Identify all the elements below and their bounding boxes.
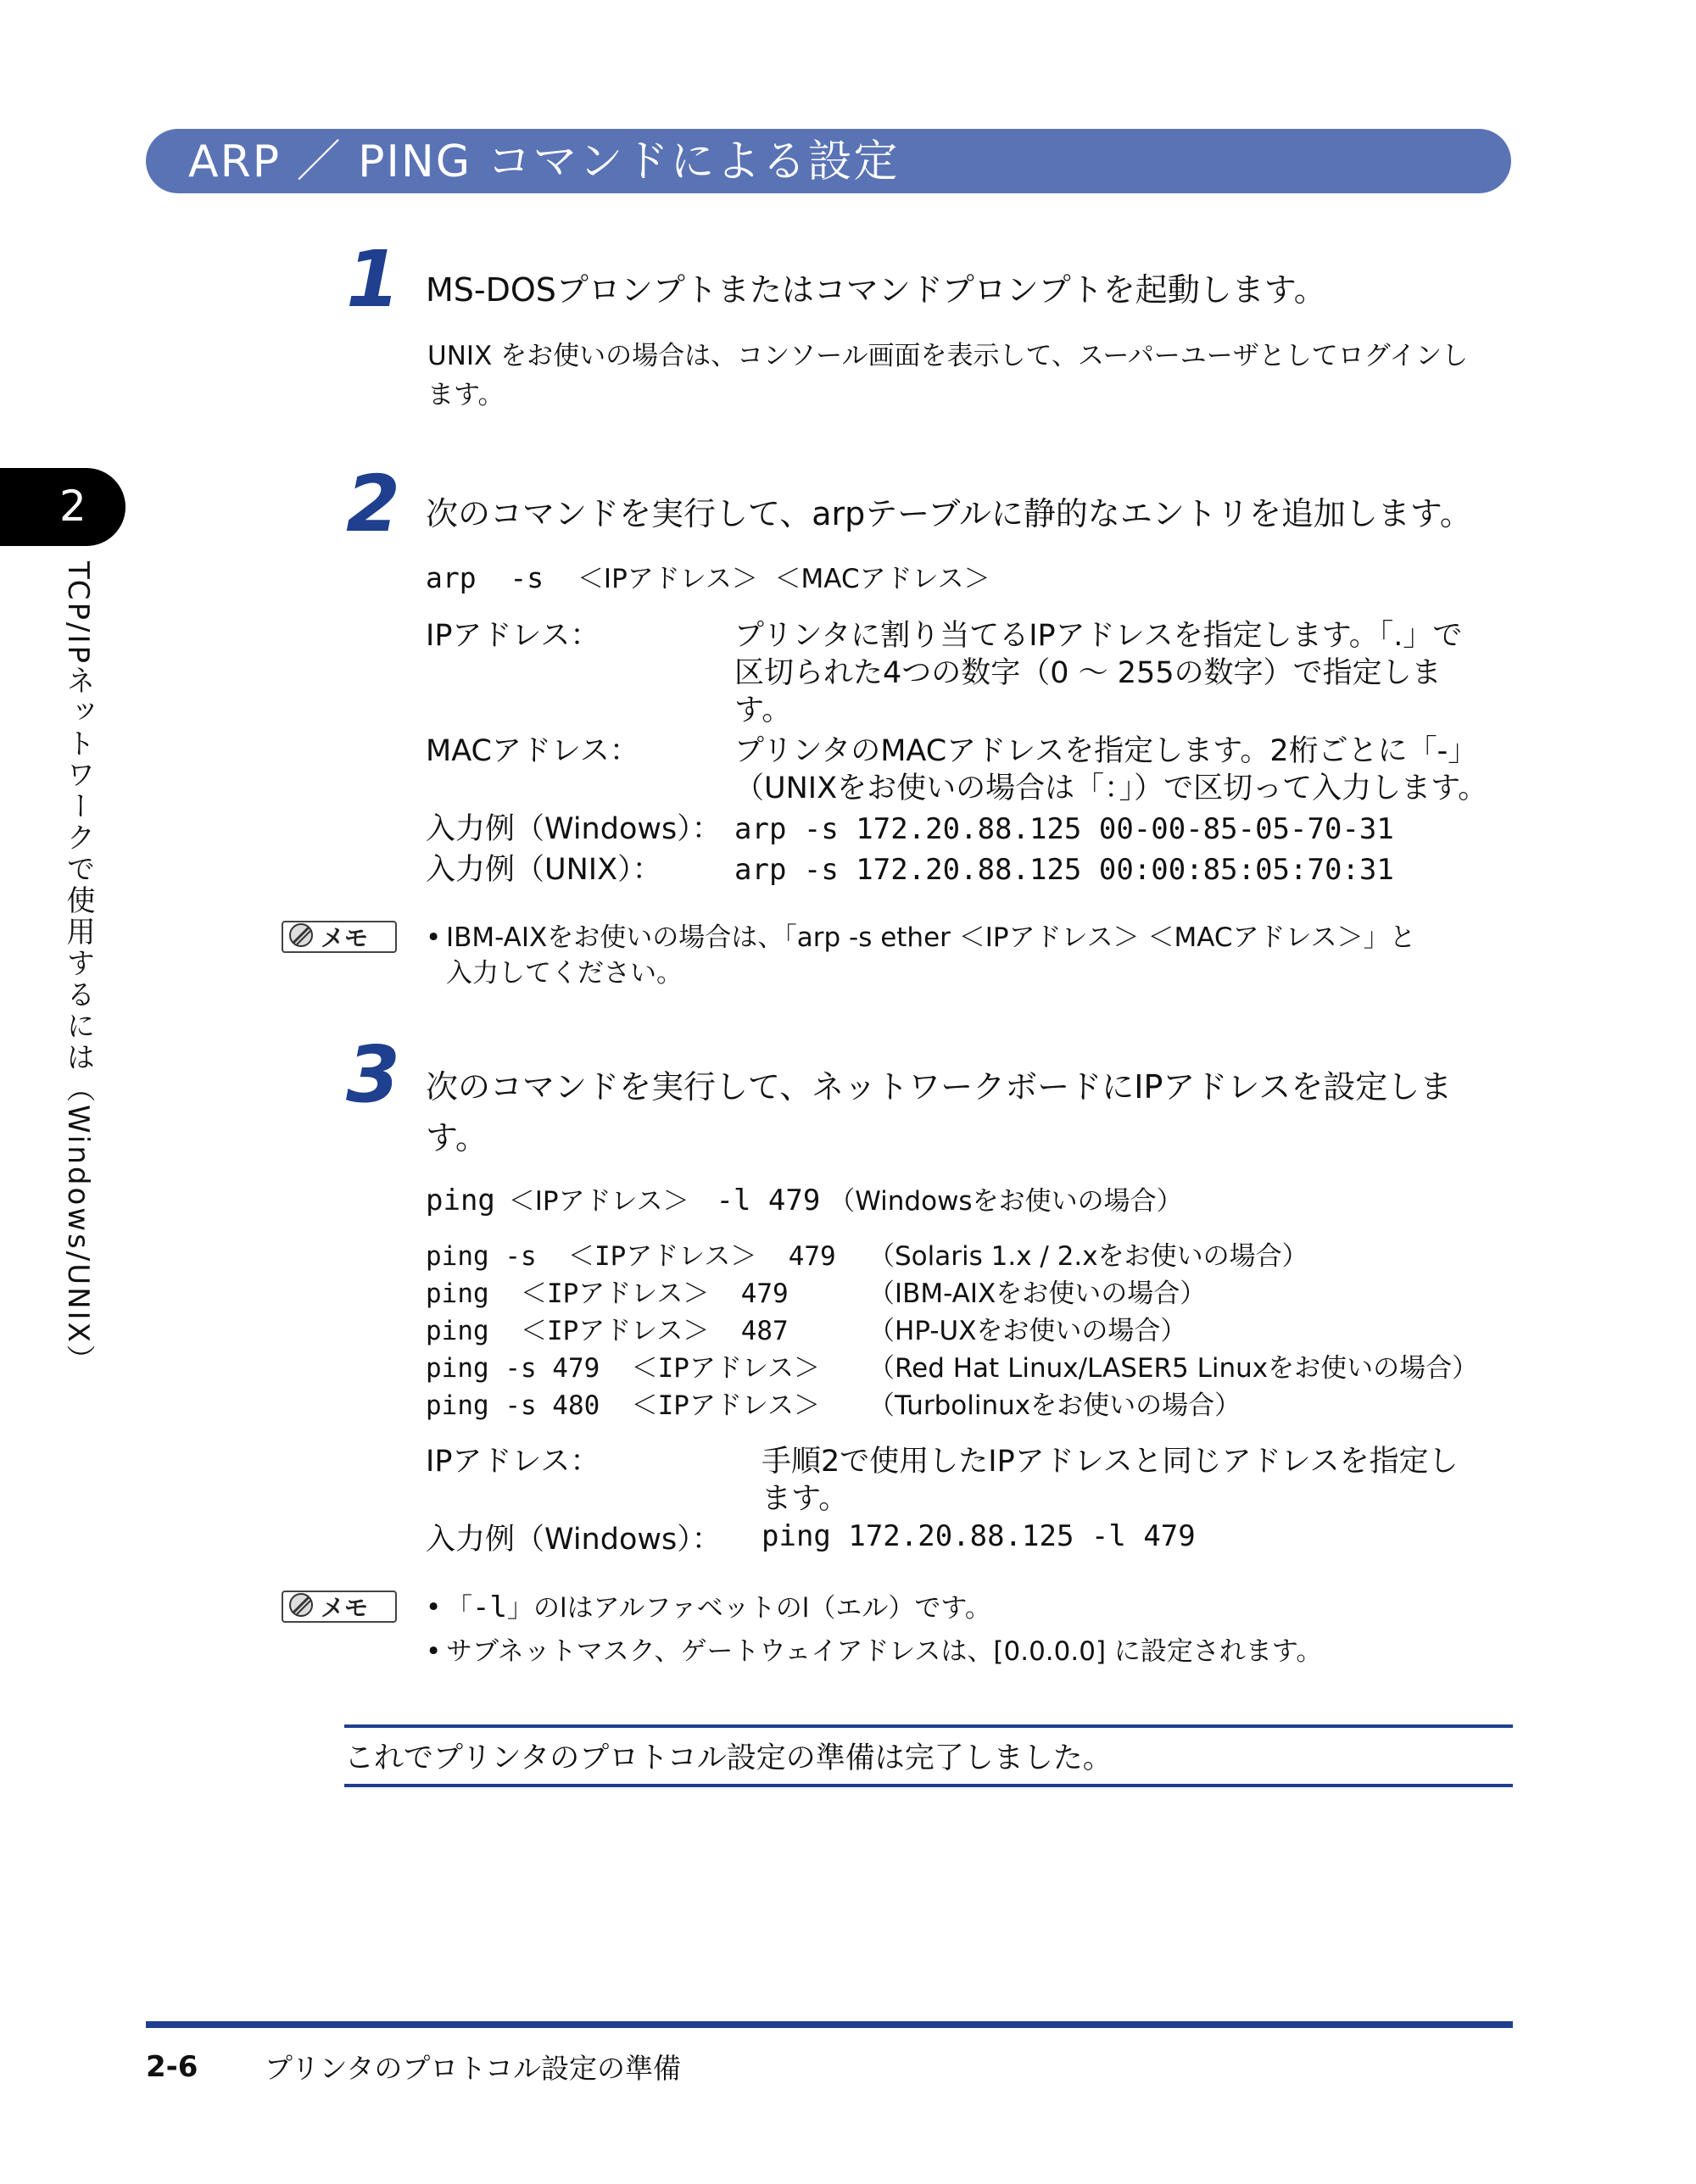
step-3-ip-desc-2: ます。 [762,1482,849,1516]
step-2-heading: 次のコマンドを実行して、arpテーブルに静的なエントリを追加します。 [426,495,1472,532]
step-2-mac-desc-2: （UNIXをお使いの場合は「：」）で区切って入力します。 [734,772,1488,805]
section-title: ARP ／ PING コマンドによる設定 [188,136,900,187]
step-3-variant-command: ping -s 480 ＜IPアドレス＞ [426,1390,821,1421]
step-2-ip-desc-2: 区切られた4つの数字（0 ～ 255の数字）で指定しま [734,656,1442,690]
step-3-variant-note: （IBM-AIXをお使いの場合） [868,1279,1207,1309]
step-3-variant-command: ping ＜IPアドレス＞ 487 [426,1316,789,1346]
step-1-number: 1 [346,234,401,325]
step-2-number: 2 [346,459,401,549]
step-3-variant-note: （HP-UXをお使いの場合） [868,1316,1187,1346]
completion-message: これでプリンタのプロトコル設定の準備は完了しました。 [344,1741,1113,1775]
memo-2-line1-text: 」のlはアルファベットのl（エル）です。 [506,1593,991,1624]
memo-label: メモ [321,1594,369,1622]
step-1-note-line2: ます。 [427,380,505,410]
step-3-variant-command: ping -s ＜IPアドレス＞ 479 [426,1241,836,1272]
memo-2-line1 [446,1589,991,1627]
step-3-syntax-command: ping [426,1184,495,1217]
pencil-icon [287,922,315,951]
memo-badge-2 [282,1591,397,1623]
step-3-example-windows-command: ping 172.20.88.125 -l 479 [762,1519,1196,1553]
memo-badge-1 [282,921,397,953]
step-3-variant-1 [426,1238,1308,1275]
memo-2-line1-code: -l [472,1591,507,1624]
step-2-syntax-arguments: ＜IPアドレス＞ ＜MACアドレス＞ [577,564,990,594]
step-3-ip-desc-1: 手順2で使用したIPアドレスと同じアドレスを指定し [762,1445,1459,1479]
step-2-example-unix-label: 入力例（UNIX）： [426,853,662,887]
step-3-variant-2 [426,1275,1206,1312]
step-3-variant-4 [426,1350,1478,1387]
step-2-syntax [426,560,990,598]
chapter-side-label: TCP/IPネットワークで使用するには（Windows/UNIX） [61,561,95,1376]
step-3-syntax-option: -l 479 [716,1184,821,1217]
step-3-heading-1: 次のコマンドを実行して、ネットワークボードにIPアドレスを設定しま [426,1068,1453,1106]
completion-bottom-rule [344,1784,1513,1787]
step-1-note-line1: UNIX をお使いの場合は、コンソール画面を表示して、スーパーユーザとしてログインし [427,341,1469,371]
step-3-variant-command: ping ＜IPアドレス＞ 479 [426,1279,789,1309]
step-3-variant-note: （Turbolinuxをお使いの場合） [868,1390,1241,1421]
completion-top-rule [344,1724,1513,1728]
memo-2-bullet-1: • [426,1592,442,1623]
memo-2-bullet-2: • [426,1636,442,1667]
step-2-mac-label: MACアドレス： [426,734,639,768]
step-2-ip-label: IPアドレス： [426,619,600,653]
step-3-syntax-arguments: ＜IPアドレス＞ [508,1186,689,1217]
step-3-syntax-note: （Windowsをお使いの場合） [828,1186,1183,1217]
step-3-example-windows-label: 入力例（Windows）： [426,1523,722,1557]
step-3-variant-command: ping -s 479 ＜IPアドレス＞ [426,1353,821,1384]
step-3-variant-note: （Solaris 1.x / 2.xをお使いの場合） [868,1241,1308,1272]
step-3-syntax [426,1182,1183,1220]
step-3-number: 3 [346,1029,401,1120]
memo-1-line1: IBM-AIXをお使いの場合は、「arp -s ether ＜IPアドレス＞ ＜MACアドレス＞」と [446,922,1416,953]
step-3-ip-label: IPアドレス： [426,1445,600,1479]
step-3-heading-2: す。 [426,1119,488,1156]
step-3-variant-note: （Red Hat Linux/LASER5 Linuxをお使いの場合） [868,1353,1479,1384]
footer-title: プリンタのプロトコル設定の準備 [265,2052,682,2085]
memo-1-line2: 入力してください。 [446,958,683,989]
step-2-example-unix-command: arp -s 172.20.88.125 00:00:85:05:70:31 [734,853,1394,887]
footer-rule [146,2021,1513,2028]
memo-1-bullet: • [426,922,442,953]
step-1-heading: MS-DOSプロンプトまたはコマンドプロンプトを起動します。 [426,271,1326,309]
step-3-variant-5 [426,1387,1241,1424]
chapter-number: 2 [59,482,86,531]
step-2-syntax-command: arp -s [426,561,544,594]
page-number: 2-6 [146,2050,198,2084]
pencil-icon [287,1592,315,1621]
memo-2-line2: サブネットマスク、ゲートウェイアドレスは、[0.0.0.0] に設定されます。 [446,1636,1323,1667]
step-2-mac-desc-1: プリンタのMACアドレスを指定します。2桁ごとに「-」 [734,734,1478,768]
memo-label: メモ [321,924,369,952]
step-2-ip-desc-1: プリンタに割り当てるIPアドレスを指定します。「.」で [734,619,1463,653]
step-2-example-windows-command: arp -s 172.20.88.125 00-00-85-05-70-31 [734,812,1394,846]
memo-2-line1-open: 「 [446,1593,472,1624]
step-2-ip-desc-3: す。 [734,694,792,727]
step-2-example-windows-label: 入力例（Windows）： [426,812,722,846]
step-3-variant-3 [426,1312,1186,1350]
